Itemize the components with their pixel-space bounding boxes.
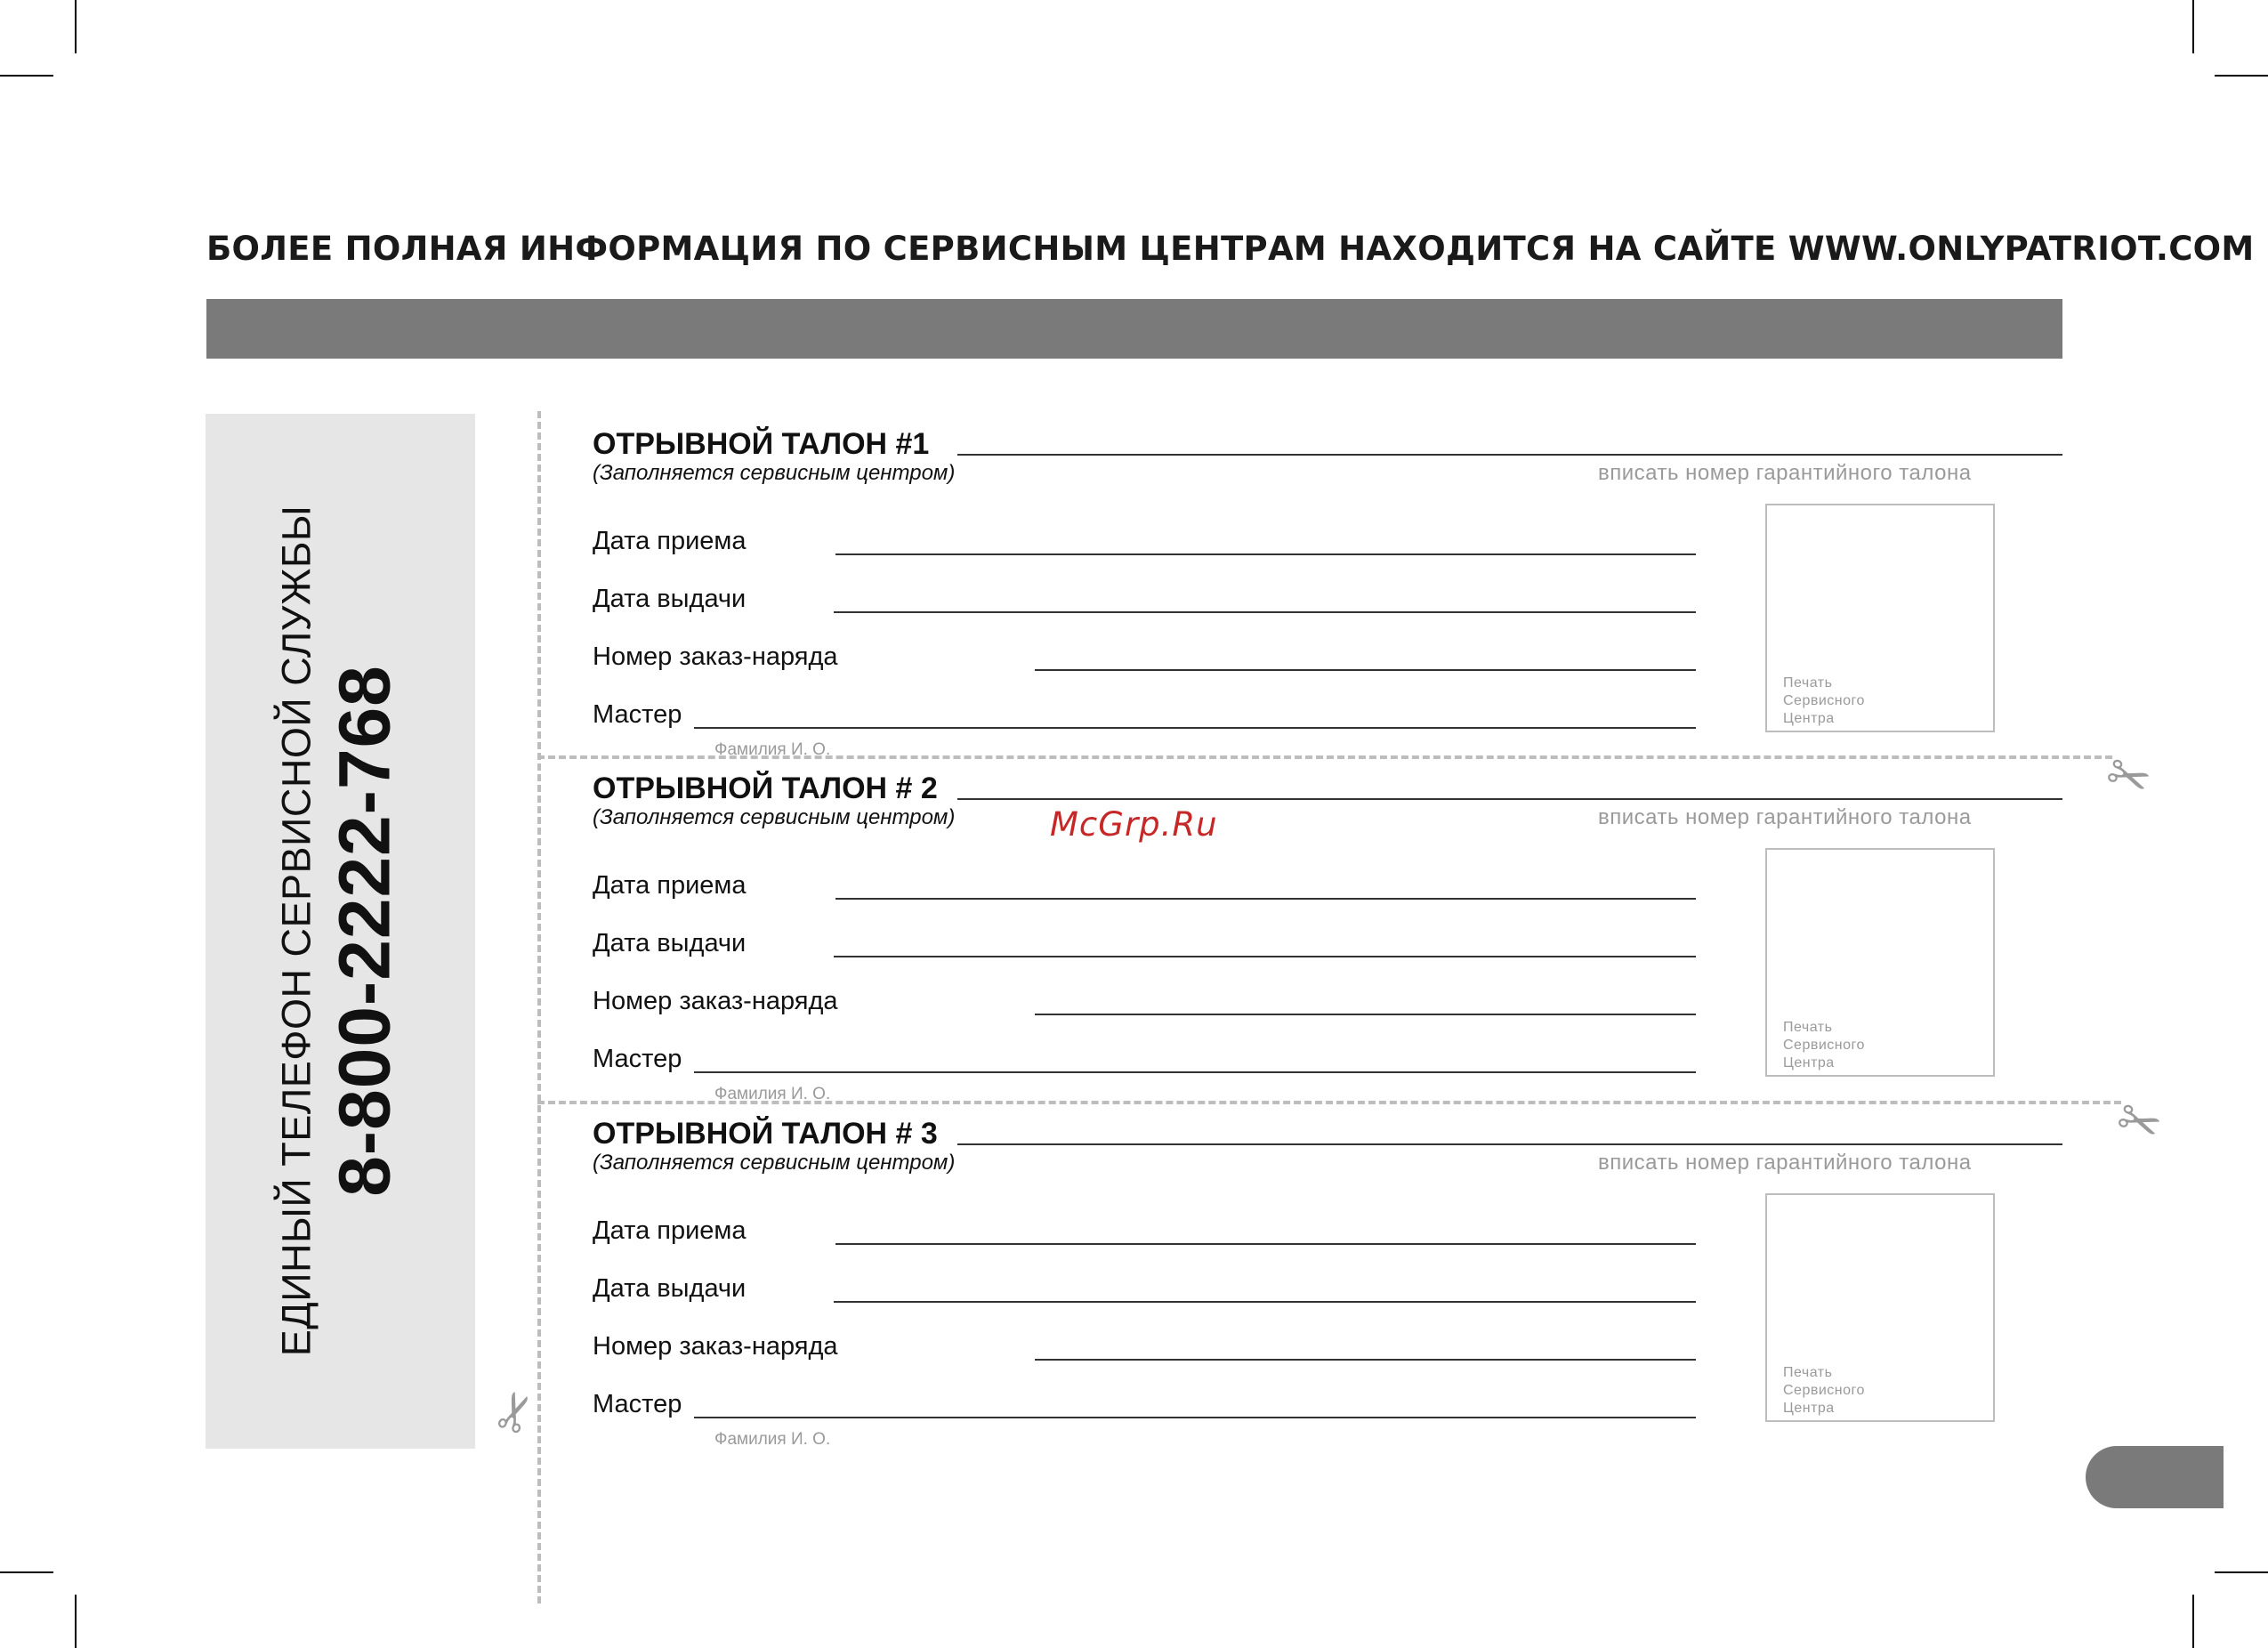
scissors-icon: ✂ [2097, 740, 2159, 813]
service-info-heading: БОЛЕЕ ПОЛНАЯ ИНФОРМАЦИЯ ПО СЕРВИСНЫМ ЦЕНТРАМ НАХОДИТСЯ НА САЙТЕ WWW.ONLYPATRIOT.COM [206, 230, 2255, 268]
master-label: Мастер [593, 1390, 682, 1418]
issue-date-field[interactable] [834, 611, 1696, 613]
crop-mark [2192, 0, 2194, 53]
coupon-title: ОТРЫВНОЙ ТАЛОН # 2 [593, 771, 938, 805]
service-phone-block [206, 414, 475, 1449]
warranty-number-hint: вписать номер гарантийного талона [1598, 1151, 1972, 1175]
crop-mark [0, 1571, 53, 1573]
crop-mark [2192, 1595, 2194, 1648]
stamp-box [1765, 848, 1995, 1077]
issue-date-label: Дата выдачи [593, 1274, 747, 1303]
order-number-field[interactable] [1035, 1359, 1696, 1361]
scissors-icon: ✂ [2108, 1086, 2170, 1159]
coupon-2 [593, 771, 2062, 1103]
receive-date-label: Дата приема [593, 527, 747, 555]
crop-mark [75, 1595, 77, 1648]
master-field[interactable] [694, 1417, 1696, 1418]
order-number-label: Номер заказ-наряда [593, 642, 838, 671]
warranty-number-hint: вписать номер гарантийного талона [1598, 461, 1972, 485]
coupon-3 [593, 1117, 2062, 1449]
crop-mark [2215, 75, 2268, 77]
master-name-hint: Фамилия И. О. [714, 740, 831, 759]
coupon-subtitle: (Заполняется сервисным центром) [593, 1151, 956, 1175]
crop-mark [2215, 1571, 2268, 1573]
warranty-number-line[interactable] [957, 454, 2062, 456]
issue-date-label: Дата выдачи [593, 585, 747, 613]
warranty-number-line[interactable] [957, 798, 2062, 800]
header-bar [206, 299, 2062, 359]
stamp-box [1765, 504, 1995, 732]
service-phone-title: ЕДИНЫЙ ТЕЛЕФОН СЕРВИСНОЙ СЛУЖБЫ [273, 505, 319, 1357]
crop-mark [0, 75, 53, 77]
scissors-icon: ✂ [480, 1381, 552, 1443]
stamp-label: Печать Сервисного Центра [1783, 1020, 1865, 1070]
master-field[interactable] [694, 1071, 1696, 1073]
coupon-subtitle: (Заполняется сервисным центром) [593, 805, 956, 829]
warranty-number-hint: вписать номер гарантийного талона [1598, 805, 1972, 829]
coupon-subtitle: (Заполняется сервисным центром) [593, 461, 956, 485]
master-name-hint: Фамилия И. О. [714, 1430, 831, 1449]
receive-date-label: Дата приема [593, 1216, 747, 1245]
issue-date-label: Дата выдачи [593, 929, 747, 957]
service-phone-number: 8-800-2222-768 [324, 665, 405, 1197]
receive-date-field[interactable] [835, 898, 1696, 900]
coupon-1 [593, 427, 2062, 759]
coupon-title: ОТРЫВНОЙ ТАЛОН #1 [593, 427, 930, 461]
coupon-title: ОТРЫВНОЙ ТАЛОН # 3 [593, 1117, 938, 1151]
master-name-hint: Фамилия И. О. [714, 1085, 831, 1103]
receive-date-field[interactable] [835, 1243, 1696, 1245]
order-number-field[interactable] [1035, 669, 1696, 671]
master-label: Мастер [593, 1045, 682, 1073]
master-field[interactable] [694, 727, 1696, 729]
issue-date-field[interactable] [834, 956, 1696, 957]
stamp-label: Печать Сервисного Центра [1783, 1365, 1865, 1416]
order-number-label: Номер заказ-наряда [593, 1332, 838, 1361]
crop-mark [75, 0, 77, 53]
page-tab [2086, 1446, 2224, 1508]
receive-date-field[interactable] [835, 553, 1696, 555]
order-number-label: Номер заказ-наряда [593, 987, 838, 1015]
issue-date-field[interactable] [834, 1301, 1696, 1303]
stamp-label: Печать Сервисного Центра [1783, 675, 1865, 726]
warranty-number-line[interactable] [957, 1143, 2062, 1145]
master-label: Мастер [593, 700, 682, 729]
receive-date-label: Дата приема [593, 871, 747, 900]
order-number-field[interactable] [1035, 1014, 1696, 1015]
stamp-box [1765, 1193, 1995, 1422]
watermark: McGrp.Ru [1050, 805, 1218, 844]
